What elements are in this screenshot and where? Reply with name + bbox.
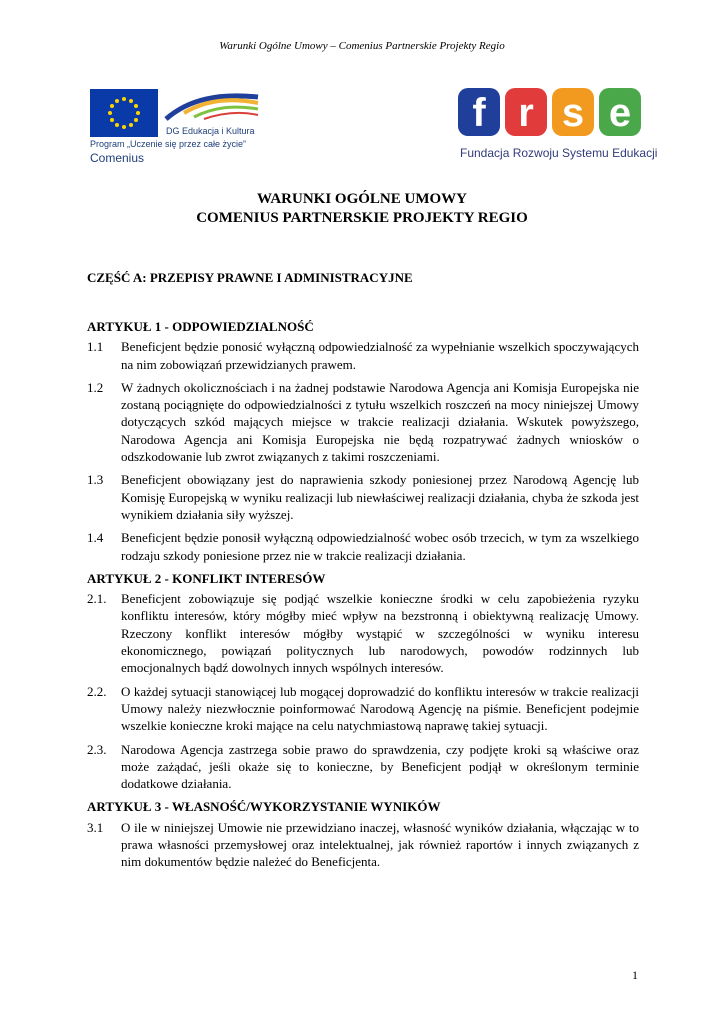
clause-number: 1.1 [87,339,104,355]
svg-text:r: r [518,91,534,135]
clause [87,338,639,373]
frse-logo [458,86,658,166]
clause-number: 1.4 [87,530,104,546]
svg-text:s: s [561,91,585,135]
clause-text: Beneficjent zobowiązuje się podjąć wszelkie konieczne środki w celu zapobieżenia ryzyku konfliktu interesów, który mógłby mieć wpływ na bezstronną i obiektywną realizację Umowy. Rzeczony konflikt interesów mógłby wystąpić w szczególności w wyniku interesu ekonomicznego, powiązań politycznych lub narodowych, powodów rodzinnych lub emocjonalnych bądź dowolnych innych wspólnych interesów. [121,591,639,676]
clause [87,590,639,676]
document-body [87,318,639,877]
clause-number: 2.3. [87,741,107,757]
clause-text: W żadnych okolicznościach i na żadnej podstawie Narodowa Agencja ani Komisja Europejska nie zostaną pociągnięte do odpowiedzialności z tytułu wszelkich roszczeń na mocy niniejszej Umowy dotyczących szkód mających miejsce w trakcie realizacji działania. Wskutek powyższego, Narodowa Agencja ani Komisja Europejska nie będą rozpatrywać żadnych wniosków o odszkodowanie lub zwrot związanych z takimi roszczeniami. [121,379,639,465]
dg-text: DG Edukacja i Kultura [166,126,255,136]
svg-text:e: e [608,91,632,135]
frse-letters-icon [458,86,643,138]
article-1-heading: ARTYKUŁ 1 - ODPOWIEDZIALNOŚĆ [87,319,314,334]
clause-text: O ile w niniejszej Umowie nie przewidziano inaczej, własność wyników działania, włączając w to prawa własności przemysłowej oraz intelektualnej, jak również raportów i innych związanych z nim dokumentów będzie należeć do Beneficjenta. [121,819,639,870]
document-title-line-1: WARUNKI OGÓLNE UMOWY [256,191,467,207]
clause-text: Beneficjent obowiązany jest do naprawienia szkody poniesionej przez Narodową Agencję lub Komisję Europejską w wyniku realizacji lub niewłaściwej realizacji działania, chyba że szkoda jest wynikiem działania siły wyższej. [121,472,639,522]
clause-number: 2.1. [87,591,107,607]
eu-flag-icon [90,89,158,137]
clause-number: 1.3 [87,472,104,488]
clause [87,683,639,735]
clause-number: 1.2 [87,379,104,395]
clause [87,379,639,465]
clause [87,529,639,564]
clause [87,819,639,871]
comenius-logo [90,89,265,169]
clause-text: Beneficjent będzie ponosić wyłączną odpowiedzialność za wypełnianie wszelkich spoczywających na nim zobowiązań przewidzianych prawem. [121,339,639,372]
clause [87,741,639,793]
clause-number: 3.1 [87,819,104,835]
clause-text: O każdej sytuacji stanowiącej lub mogącej doprowadzić do konfliktu interesów w trakcie realizacji Umowy należy niezwłocznie poinformować Narodową Agencję na piśmie. Beneficjent podejmie wszelkie konieczne kroki mające na celu natychmiastową naprawę takiej sytuacji. [121,683,639,734]
program-text: Program „Uczenie się przez całe życie” [90,139,247,149]
frse-subtitle: Fundacja Rozwoju Systemu Edukacji [460,146,658,160]
svg-text:f: f [472,91,486,135]
clause-text: Beneficjent będzie ponosił wyłączną odpowiedzialność wobec osób trzecich, w tym za wszelkiego rodzaju szkody poniesione przez nie w trakcie realizacji działania. [121,530,639,563]
part-heading: CZĘŚĆ A: PRZEPISY PRAWNE I ADMINISTRACYJNE [87,270,413,285]
document-title [0,190,724,228]
clause [87,471,639,523]
article-2-heading: ARTYKUŁ 2 - KONFLIKT INTERESÓW [87,570,326,586]
document-title-line-2: COMENIUS PARTNERSKIE PROJEKTY REGIO [196,210,528,226]
clause-text: Narodowa Agencja zastrzega sobie prawo do sprawdzenia, czy podjęte kroki są właściwe oraz może zażądać, jeśli okaże się to konieczne, by Beneficjent podjął w określonym terminie dodatkowe działania. [121,741,639,792]
page-number: 1 [632,968,638,982]
clause-number: 2.2. [87,683,107,699]
article-3-heading: ARTYKUŁ 3 - WŁASNOŚĆ/WYKORZYSTANIE WYNIKÓW [87,799,441,815]
running-header: Warunki Ogólne Umowy – Comenius Partnerskie Projekty Regio [219,40,505,52]
comenius-text: Comenius [90,151,145,165]
